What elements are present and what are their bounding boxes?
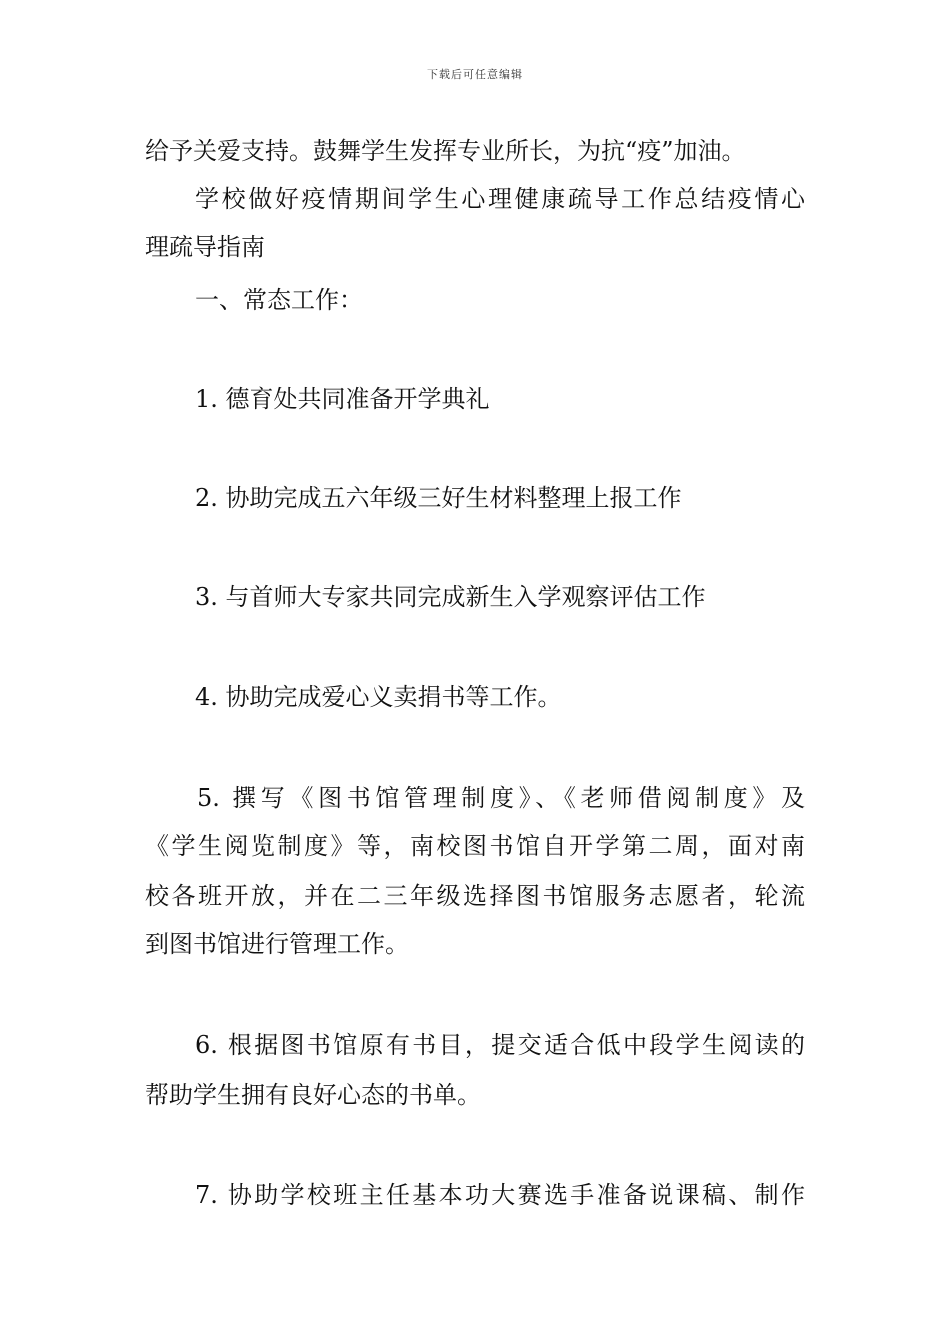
- list-item: 5. 撰写《图书馆管理制度》、《老师借阅制度》及: [197, 784, 805, 812]
- paragraph-line: 《学生阅览制度》等，南校图书馆自开学第二周，面对南: [145, 832, 805, 860]
- list-item: 1. 德育处共同准备开学典礼: [195, 385, 490, 413]
- list-item: 2. 协助完成五六年级三好生材料整理上报工作: [195, 484, 682, 512]
- list-item: 6. 根据图书馆原有书目，提交适合低中段学生阅读的: [195, 1031, 805, 1059]
- list-item: 4. 协助完成爱心义卖捐书等工作。: [195, 683, 562, 711]
- list-item: 3. 与首师大专家共同完成新生入学观察评估工作: [195, 583, 706, 611]
- paragraph-line: 学校做好疫情期间学生心理健康疏导工作总结疫情心: [195, 185, 805, 213]
- paragraph-line: 到图书馆进行管理工作。: [145, 930, 409, 958]
- paragraph-line: 校各班开放，并在二三年级选择图书馆服务志愿者，轮流: [145, 882, 805, 910]
- section-heading: 一、常态工作：: [195, 286, 363, 314]
- paragraph-line: 帮助学生拥有良好心态的书单。: [145, 1081, 481, 1109]
- header-note: 下载后可任意编辑: [427, 68, 523, 81]
- paragraph-line: 理疏导指南: [145, 233, 265, 261]
- list-item: 7. 协助学校班主任基本功大赛选手准备说课稿、制作: [195, 1181, 805, 1209]
- paragraph-line: 给予关爱支持。鼓舞学生发挥专业所长，为抗“疫”加油。: [145, 137, 746, 165]
